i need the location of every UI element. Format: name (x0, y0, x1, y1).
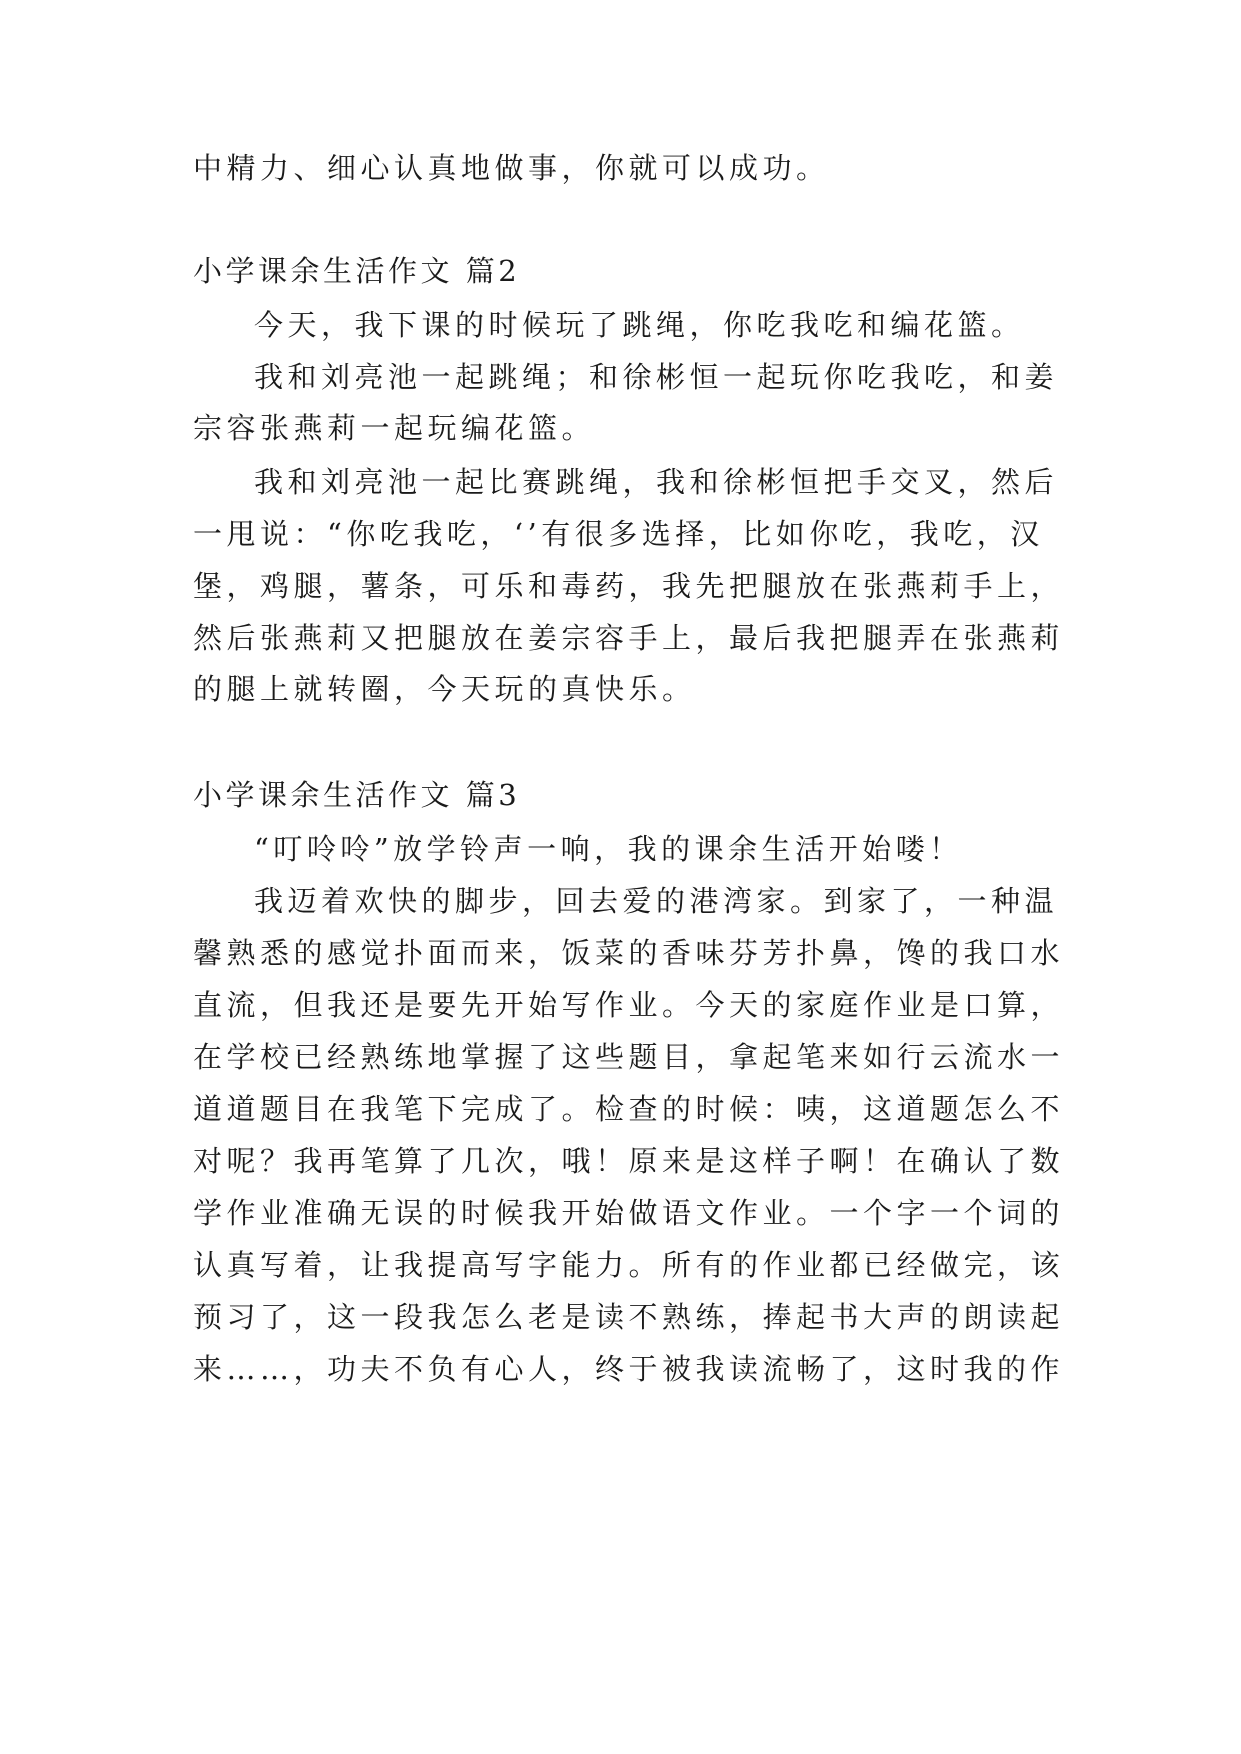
paragraph-line: 认真写着，让我提高写字能力。所有的作业都已经做完，该 (193, 1248, 1065, 1282)
paragraph-line: 一甩说：“你吃我吃，‘’有很多选择，比如你吃，我吃，汉 (193, 517, 1044, 551)
paragraph-line: 馨熟悉的感觉扑面而来，饭菜的香味芬芳扑鼻，馋的我口水 (193, 936, 1065, 970)
paragraph-line: 预习了，这一段我怎么老是读不熟练，捧起书大声的朗读起 (193, 1300, 1065, 1334)
paragraph-line: 中精力、细心认真地做事，你就可以成功。 (193, 151, 830, 185)
paragraph-line: 堡，鸡腿，薯条，可乐和毒药，我先把腿放在张燕莉手上， (193, 569, 1065, 603)
paragraph-line: 学作业准确无误的时候我开始做语文作业。一个字一个词的 (193, 1196, 1065, 1230)
paragraph-line: 的腿上就转圈，今天玩的真快乐。 (193, 672, 696, 706)
paragraph-line: 直流，但我还是要先开始写作业。今天的家庭作业是口算， (193, 988, 1065, 1022)
paragraph-line: 对呢？我再笔算了几次，哦！原来是这样子啊！在确认了数 (193, 1144, 1065, 1178)
paragraph-line: 在学校已经熟练地掌握了这些题目，拿起笔来如行云流水一 (193, 1040, 1065, 1074)
paragraph-line: 来……，功夫不负有心人，终于被我读流畅了，这时我的作 (193, 1352, 1065, 1386)
paragraph-line: “叮呤呤”放学铃声一响，我的课余生活开始喽！ (254, 832, 963, 866)
section-heading-3: 小学课余生活作文 篇3 (193, 778, 521, 812)
paragraph-line: 今天，我下课的时候玩了跳绳，你吃我吃和编花篮。 (254, 308, 1025, 342)
section-heading-2: 小学课余生活作文 篇2 (193, 254, 521, 288)
paragraph-line: 道道题目在我笔下完成了。检查的时候：咦，这道题怎么不 (193, 1092, 1065, 1126)
paragraph-line: 宗容张燕莉一起玩编花篮。 (193, 411, 596, 445)
paragraph-line: 我迈着欢快的脚步，回去爱的港湾家。到家了，一种温 (254, 884, 1059, 918)
paragraph-line: 我和刘亮池一起比赛跳绳，我和徐彬恒把手交叉，然后 (254, 465, 1059, 499)
paragraph-line: 然后张燕莉又把腿放在姜宗容手上，最后我把腿弄在张燕莉 (193, 621, 1065, 655)
paragraph-line: 我和刘亮池一起跳绳；和徐彬恒一起玩你吃我吃，和姜 (254, 360, 1059, 394)
